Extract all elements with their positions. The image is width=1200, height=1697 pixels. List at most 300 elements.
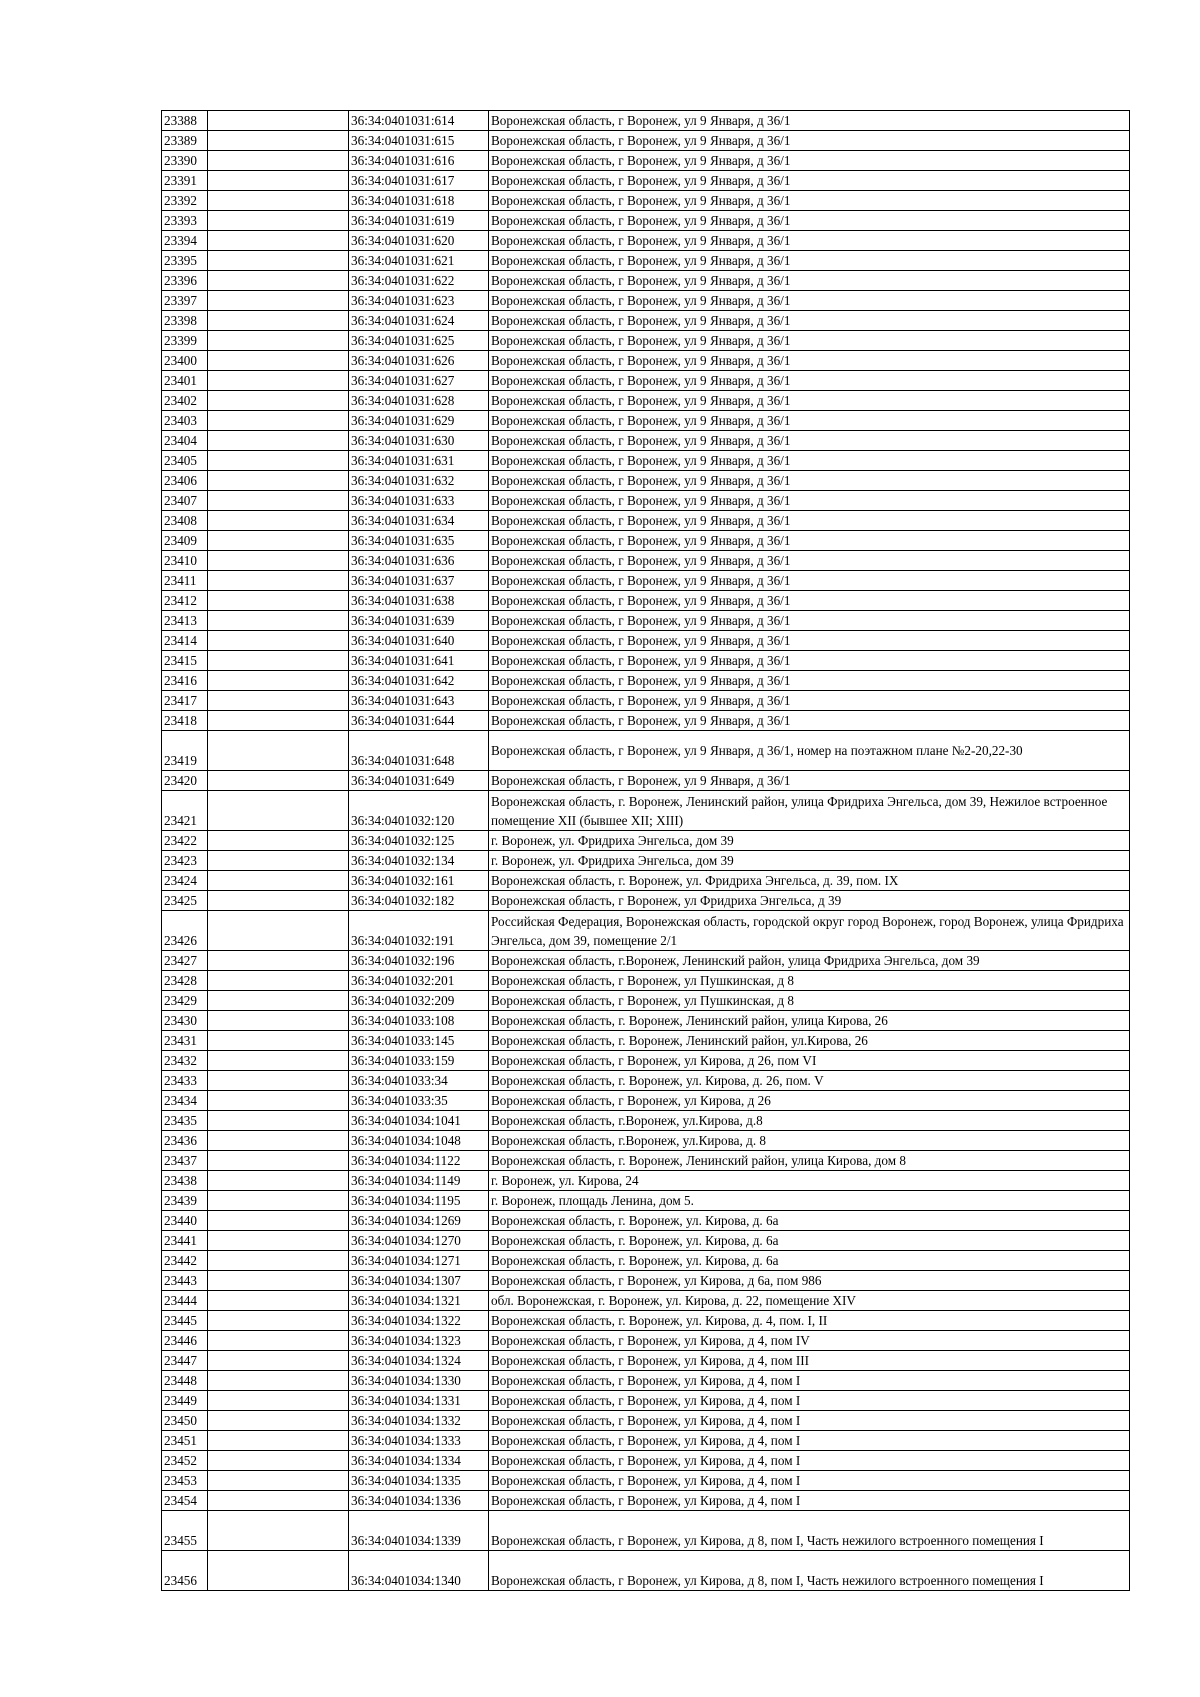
- cadastral-number-cell: 36:34:0401031:641: [349, 651, 489, 671]
- address-cell: Воронежская область, г Воронеж, ул 9 Января, д 36/1: [489, 451, 1130, 471]
- table-row: [162, 711, 1130, 731]
- row-number-cell: 23453: [162, 1471, 208, 1491]
- address-cell: Воронежская область, г. Воронеж, Ленинский район, улица Фридриха Энгельса, дом 39, Нежилое встроенное помещение XII (бывшее XII; XIII): [489, 791, 1130, 831]
- empty-cell: [208, 831, 349, 851]
- address-cell: Воронежская область, г Воронеж, ул Кирова, д 4, пом IV: [489, 1331, 1130, 1351]
- empty-cell: [208, 1511, 349, 1551]
- cadastral-number-cell: 36:34:0401031:649: [349, 771, 489, 791]
- cadastral-number-cell: 36:34:0401034:1269: [349, 1211, 489, 1231]
- cadastral-number-cell: 36:34:0401032:161: [349, 871, 489, 891]
- cadastral-number-cell: 36:34:0401031:623: [349, 291, 489, 311]
- empty-cell: [208, 551, 349, 571]
- empty-cell: [208, 1291, 349, 1311]
- row-number-cell: 23392: [162, 191, 208, 211]
- address-cell: Воронежская область, г Воронеж, ул 9 Января, д 36/1: [489, 311, 1130, 331]
- address-cell: г. Воронеж, ул. Фридриха Энгельса, дом 39: [489, 831, 1130, 851]
- empty-cell: [208, 1551, 349, 1591]
- table-row: [162, 1191, 1130, 1211]
- address-cell: Воронежская область, г Воронеж, ул 9 Января, д 36/1: [489, 111, 1130, 131]
- table-row: [162, 251, 1130, 271]
- table-row: [162, 271, 1130, 291]
- cadastral-number-cell: 36:34:0401034:1307: [349, 1271, 489, 1291]
- address-cell: Воронежская область, г Воронеж, ул Кирова, д 4, пом I: [489, 1431, 1130, 1451]
- empty-cell: [208, 771, 349, 791]
- empty-cell: [208, 131, 349, 151]
- table-row: [162, 1351, 1130, 1371]
- table-row: [162, 571, 1130, 591]
- row-number-cell: 23418: [162, 711, 208, 731]
- table-row: [162, 1471, 1130, 1491]
- table-row: [162, 211, 1130, 231]
- cadastral-number-cell: 36:34:0401034:1340: [349, 1551, 489, 1591]
- row-number-cell: 23412: [162, 591, 208, 611]
- address-cell: Воронежская область, г Воронеж, ул 9 Января, д 36/1: [489, 511, 1130, 531]
- address-cell: Воронежская область, г Воронеж, ул 9 Января, д 36/1: [489, 231, 1130, 251]
- address-cell: Воронежская область, г Воронеж, ул Кирова, д 6а, пом 986: [489, 1271, 1130, 1291]
- cadastral-number-cell: 36:34:0401032:182: [349, 891, 489, 911]
- cadastral-number-cell: 36:34:0401031:617: [349, 171, 489, 191]
- row-number-cell: 23417: [162, 691, 208, 711]
- cadastral-number-cell: 36:34:0401031:634: [349, 511, 489, 531]
- row-number-cell: 23447: [162, 1351, 208, 1371]
- row-number-cell: 23454: [162, 1491, 208, 1511]
- cadastral-number-cell: 36:34:0401034:1330: [349, 1371, 489, 1391]
- address-cell: Воронежская область, г Воронеж, ул 9 Января, д 36/1: [489, 611, 1130, 631]
- table-row: [162, 691, 1130, 711]
- cadastral-number-cell: 36:34:0401033:108: [349, 1011, 489, 1031]
- address-cell: Воронежская область, г Воронеж, ул Кирова, д 4, пом I: [489, 1391, 1130, 1411]
- address-cell: г. Воронеж, площадь Ленина, дом 5.: [489, 1191, 1130, 1211]
- row-number-cell: 23414: [162, 631, 208, 651]
- table-row: [162, 1151, 1130, 1171]
- empty-cell: [208, 411, 349, 431]
- empty-cell: [208, 611, 349, 631]
- cadastral-number-cell: 36:34:0401031:616: [349, 151, 489, 171]
- address-cell: Воронежская область, г Воронеж, ул 9 Января, д 36/1: [489, 191, 1130, 211]
- address-cell: Воронежская область, г Воронеж, ул 9 Января, д 36/1: [489, 631, 1130, 651]
- cadastral-number-cell: 36:34:0401031:629: [349, 411, 489, 431]
- cadastral-number-cell: 36:34:0401032:125: [349, 831, 489, 851]
- address-cell: Воронежская область, г Воронеж, ул 9 Января, д 36/1: [489, 551, 1130, 571]
- cadastral-number-cell: 36:34:0401031:622: [349, 271, 489, 291]
- address-cell: Воронежская область, г Воронеж, ул 9 Января, д 36/1: [489, 291, 1130, 311]
- address-cell: Воронежская область, г Воронеж, ул Кирова, д 4, пом I: [489, 1411, 1130, 1431]
- row-number-cell: 23403: [162, 411, 208, 431]
- address-cell: Воронежская область, г. Воронеж, Ленинский район, улица Кирова, 26: [489, 1011, 1130, 1031]
- row-number-cell: 23450: [162, 1411, 208, 1431]
- cadastral-number-cell: 36:34:0401032:209: [349, 991, 489, 1011]
- empty-cell: [208, 1471, 349, 1491]
- address-cell: Воронежская область, г Воронеж, ул 9 Января, д 36/1: [489, 171, 1130, 191]
- row-number-cell: 23390: [162, 151, 208, 171]
- table-row: [162, 531, 1130, 551]
- empty-cell: [208, 1351, 349, 1371]
- table-row: [162, 671, 1130, 691]
- table-row: [162, 1091, 1130, 1111]
- address-cell: Воронежская область, г. Воронеж, ул. Кирова, д. 6а: [489, 1251, 1130, 1271]
- table-row: [162, 1251, 1130, 1271]
- empty-cell: [208, 351, 349, 371]
- address-cell: Воронежская область, г Воронеж, ул Пушкинская, д 8: [489, 991, 1130, 1011]
- empty-cell: [208, 471, 349, 491]
- row-number-cell: 23455: [162, 1511, 208, 1551]
- empty-cell: [208, 951, 349, 971]
- address-cell: Воронежская область, г Воронеж, ул Кирова, д 4, пом I: [489, 1491, 1130, 1511]
- table-row: [162, 411, 1130, 431]
- address-cell: Воронежская область, г Воронеж, ул 9 Января, д 36/1: [489, 671, 1130, 691]
- table-row: [162, 731, 1130, 771]
- cadastral-number-cell: 36:34:0401034:1333: [349, 1431, 489, 1451]
- row-number-cell: 23440: [162, 1211, 208, 1231]
- cadastral-number-cell: 36:34:0401034:1336: [349, 1491, 489, 1511]
- table-row: [162, 1491, 1130, 1511]
- row-number-cell: 23436: [162, 1131, 208, 1151]
- table-row: [162, 191, 1130, 211]
- table-row: [162, 551, 1130, 571]
- empty-cell: [208, 1251, 349, 1271]
- cadastral-number-cell: 36:34:0401032:201: [349, 971, 489, 991]
- empty-cell: [208, 1071, 349, 1091]
- row-number-cell: 23432: [162, 1051, 208, 1071]
- address-cell: обл. Воронежская, г. Воронеж, ул. Кирова, д. 22, помещение XIV: [489, 1291, 1130, 1311]
- row-number-cell: 23445: [162, 1311, 208, 1331]
- table-row: [162, 371, 1130, 391]
- cadastral-number-cell: 36:34:0401031:614: [349, 111, 489, 131]
- table-row: [162, 331, 1130, 351]
- address-cell: Воронежская область, г.Воронеж, Ленинский район, улица Фридриха Энгельса, дом 39: [489, 951, 1130, 971]
- row-number-cell: 23419: [162, 731, 208, 771]
- row-number-cell: 23427: [162, 951, 208, 971]
- cadastral-number-cell: 36:34:0401031:630: [349, 431, 489, 451]
- row-number-cell: 23431: [162, 1031, 208, 1051]
- table-row: [162, 911, 1130, 951]
- cadastral-number-cell: 36:34:0401031:626: [349, 351, 489, 371]
- empty-cell: [208, 1111, 349, 1131]
- row-number-cell: 23408: [162, 511, 208, 531]
- row-number-cell: 23433: [162, 1071, 208, 1091]
- cadastral-number-cell: 36:34:0401031:615: [349, 131, 489, 151]
- empty-cell: [208, 1051, 349, 1071]
- empty-cell: [208, 1191, 349, 1211]
- row-number-cell: 23446: [162, 1331, 208, 1351]
- address-cell: Воронежская область, г Воронеж, ул 9 Января, д 36/1: [489, 591, 1130, 611]
- address-cell: Воронежская область, г. Воронеж, Ленинский район, ул.Кирова, 26: [489, 1031, 1130, 1051]
- cadastral-number-cell: 36:34:0401032:191: [349, 911, 489, 951]
- table-row: [162, 591, 1130, 611]
- table-row: [162, 1211, 1130, 1231]
- empty-cell: [208, 491, 349, 511]
- cadastral-number-cell: 36:34:0401033:35: [349, 1091, 489, 1111]
- address-cell: г. Воронеж, ул. Кирова, 24: [489, 1171, 1130, 1191]
- table-row: [162, 131, 1130, 151]
- empty-cell: [208, 1211, 349, 1231]
- cadastral-number-cell: 36:34:0401034:1041: [349, 1111, 489, 1131]
- empty-cell: [208, 211, 349, 231]
- row-number-cell: 23429: [162, 991, 208, 1011]
- row-number-cell: 23400: [162, 351, 208, 371]
- row-number-cell: 23398: [162, 311, 208, 331]
- table-row: [162, 1131, 1130, 1151]
- cadastral-number-cell: 36:34:0401032:134: [349, 851, 489, 871]
- table-row: [162, 951, 1130, 971]
- cadastral-number-cell: 36:34:0401031:648: [349, 731, 489, 771]
- row-number-cell: 23428: [162, 971, 208, 991]
- empty-cell: [208, 451, 349, 471]
- empty-cell: [208, 1151, 349, 1171]
- empty-cell: [208, 1011, 349, 1031]
- row-number-cell: 23405: [162, 451, 208, 471]
- row-number-cell: 23437: [162, 1151, 208, 1171]
- address-cell: Воронежская область, г Воронеж, ул 9 Января, д 36/1: [489, 571, 1130, 591]
- row-number-cell: 23444: [162, 1291, 208, 1311]
- empty-cell: [208, 571, 349, 591]
- cadastral-number-cell: 36:34:0401031:642: [349, 671, 489, 691]
- table-row: [162, 391, 1130, 411]
- table-row: [162, 451, 1130, 471]
- empty-cell: [208, 711, 349, 731]
- row-number-cell: 23420: [162, 771, 208, 791]
- row-number-cell: 23448: [162, 1371, 208, 1391]
- empty-cell: [208, 891, 349, 911]
- cadastral-number-cell: 36:34:0401031:624: [349, 311, 489, 331]
- table-row: [162, 111, 1130, 131]
- empty-cell: [208, 1311, 349, 1331]
- table-row: [162, 771, 1130, 791]
- empty-cell: [208, 1231, 349, 1251]
- cadastral-number-cell: 36:34:0401034:1323: [349, 1331, 489, 1351]
- cadastral-number-cell: 36:34:0401031:619: [349, 211, 489, 231]
- empty-cell: [208, 1031, 349, 1051]
- table-body: [162, 111, 1130, 1591]
- row-number-cell: 23407: [162, 491, 208, 511]
- cadastral-number-cell: 36:34:0401034:1270: [349, 1231, 489, 1251]
- table-row: [162, 651, 1130, 671]
- address-cell: Воронежская область, г Воронеж, ул Кирова, д 4, пом III: [489, 1351, 1130, 1371]
- table-row: [162, 471, 1130, 491]
- row-number-cell: 23388: [162, 111, 208, 131]
- empty-cell: [208, 1331, 349, 1351]
- empty-cell: [208, 991, 349, 1011]
- row-number-cell: 23413: [162, 611, 208, 631]
- empty-cell: [208, 1391, 349, 1411]
- empty-cell: [208, 111, 349, 131]
- row-number-cell: 23434: [162, 1091, 208, 1111]
- address-cell: Воронежская область, г Воронеж, ул 9 Января, д 36/1: [489, 251, 1130, 271]
- address-cell: Воронежская область, г Воронеж, ул 9 Января, д 36/1: [489, 271, 1130, 291]
- table-row: [162, 1551, 1130, 1591]
- row-number-cell: 23425: [162, 891, 208, 911]
- table-row: [162, 291, 1130, 311]
- row-number-cell: 23396: [162, 271, 208, 291]
- cadastral-number-cell: 36:34:0401033:159: [349, 1051, 489, 1071]
- address-cell: Воронежская область, г.Воронеж, ул.Кирова, д.8: [489, 1111, 1130, 1131]
- table-row: [162, 491, 1130, 511]
- row-number-cell: 23435: [162, 1111, 208, 1131]
- table-row: [162, 871, 1130, 891]
- address-cell: Воронежская область, г Воронеж, ул 9 Января, д 36/1: [489, 351, 1130, 371]
- empty-cell: [208, 1091, 349, 1111]
- address-cell: Воронежская область, г Воронеж, ул 9 Января, д 36/1, номер на поэтажном плане №2-20,22-30: [489, 731, 1130, 771]
- cadastral-number-cell: 36:34:0401034:1048: [349, 1131, 489, 1151]
- address-cell: Воронежская область, г Воронеж, ул Кирова, д 4, пом I: [489, 1471, 1130, 1491]
- address-cell: Воронежская область, г Воронеж, ул 9 Января, д 36/1: [489, 771, 1130, 791]
- row-number-cell: 23391: [162, 171, 208, 191]
- table-row: [162, 1391, 1130, 1411]
- table-row: [162, 971, 1130, 991]
- address-cell: Воронежская область, г. Воронеж, ул. Кирова, д. 6а: [489, 1231, 1130, 1251]
- address-cell: Воронежская область, г Воронеж, ул 9 Января, д 36/1: [489, 131, 1130, 151]
- address-cell: Воронежская область, г Воронеж, ул Кирова, д 8, пом I, Часть нежилого встроенного помещения I: [489, 1551, 1130, 1591]
- empty-cell: [208, 911, 349, 951]
- empty-cell: [208, 1371, 349, 1391]
- empty-cell: [208, 191, 349, 211]
- empty-cell: [208, 171, 349, 191]
- empty-cell: [208, 151, 349, 171]
- table-row: [162, 311, 1130, 331]
- empty-cell: [208, 271, 349, 291]
- row-number-cell: 23406: [162, 471, 208, 491]
- row-number-cell: 23410: [162, 551, 208, 571]
- cadastral-number-cell: 36:34:0401031:627: [349, 371, 489, 391]
- empty-cell: [208, 651, 349, 671]
- table-row: [162, 1311, 1130, 1331]
- cadastral-number-cell: 36:34:0401034:1321: [349, 1291, 489, 1311]
- row-number-cell: 23422: [162, 831, 208, 851]
- cadastral-number-cell: 36:34:0401031:637: [349, 571, 489, 591]
- empty-cell: [208, 871, 349, 891]
- table-row: [162, 171, 1130, 191]
- empty-cell: [208, 331, 349, 351]
- cadastral-number-cell: 36:34:0401031:644: [349, 711, 489, 731]
- cadastral-number-cell: 36:34:0401034:1331: [349, 1391, 489, 1411]
- row-number-cell: 23449: [162, 1391, 208, 1411]
- row-number-cell: 23421: [162, 791, 208, 831]
- row-number-cell: 23404: [162, 431, 208, 451]
- row-number-cell: 23393: [162, 211, 208, 231]
- table-row: [162, 1291, 1130, 1311]
- cadastral-number-cell: 36:34:0401032:120: [349, 791, 489, 831]
- row-number-cell: 23401: [162, 371, 208, 391]
- address-cell: Воронежская область, г Воронеж, ул 9 Января, д 36/1: [489, 691, 1130, 711]
- cadastral-number-cell: 36:34:0401034:1335: [349, 1471, 489, 1491]
- table-row: [162, 791, 1130, 831]
- address-cell: Российская Федерация, Воронежская область, городской округ город Воронеж, город Воронеж, улица Фридриха Энгельса, дом 39, помещение 2/1: [489, 911, 1130, 951]
- empty-cell: [208, 591, 349, 611]
- cadastral-number-cell: 36:34:0401032:196: [349, 951, 489, 971]
- address-cell: г. Воронеж, ул. Фридриха Энгельса, дом 39: [489, 851, 1130, 871]
- address-cell: Воронежская область, г Воронеж, ул 9 Января, д 36/1: [489, 491, 1130, 511]
- cadastral-number-cell: 36:34:0401031:643: [349, 691, 489, 711]
- address-cell: Воронежская область, г. Воронеж, ул. Кирова, д. 4, пом. I, II: [489, 1311, 1130, 1331]
- address-cell: Воронежская область, г. Воронеж, Ленинский район, улица Кирова, дом 8: [489, 1151, 1130, 1171]
- table-row: [162, 1051, 1130, 1071]
- cadastral-number-cell: 36:34:0401034:1332: [349, 1411, 489, 1431]
- row-number-cell: 23426: [162, 911, 208, 951]
- empty-cell: [208, 1451, 349, 1471]
- table-row: [162, 1451, 1130, 1471]
- row-number-cell: 23443: [162, 1271, 208, 1291]
- empty-cell: [208, 311, 349, 331]
- row-number-cell: 23456: [162, 1551, 208, 1591]
- cadastral-number-cell: 36:34:0401034:1195: [349, 1191, 489, 1211]
- row-number-cell: 23402: [162, 391, 208, 411]
- row-number-cell: 23415: [162, 651, 208, 671]
- address-cell: Воронежская область, г. Воронеж, ул. Кирова, д. 6а: [489, 1211, 1130, 1231]
- empty-cell: [208, 1271, 349, 1291]
- cadastral-number-cell: 36:34:0401034:1334: [349, 1451, 489, 1471]
- address-cell: Воронежская область, г Воронеж, ул Кирова, д 4, пом I: [489, 1371, 1130, 1391]
- cadastral-number-cell: 36:34:0401031:633: [349, 491, 489, 511]
- row-number-cell: 23452: [162, 1451, 208, 1471]
- row-number-cell: 23409: [162, 531, 208, 551]
- table-row: [162, 611, 1130, 631]
- cadastral-number-cell: 36:34:0401031:631: [349, 451, 489, 471]
- table-row: [162, 151, 1130, 171]
- row-number-cell: 23438: [162, 1171, 208, 1191]
- cadastral-number-cell: 36:34:0401031:620: [349, 231, 489, 251]
- empty-cell: [208, 511, 349, 531]
- cadastral-number-cell: 36:34:0401031:632: [349, 471, 489, 491]
- table-row: [162, 1231, 1130, 1251]
- address-cell: Воронежская область, г Воронеж, ул 9 Января, д 36/1: [489, 651, 1130, 671]
- empty-cell: [208, 1491, 349, 1511]
- address-cell: Воронежская область, г Воронеж, ул Фридриха Энгельса, д 39: [489, 891, 1130, 911]
- empty-cell: [208, 371, 349, 391]
- empty-cell: [208, 791, 349, 831]
- address-cell: Воронежская область, г Воронеж, ул Кирова, д 8, пом I, Часть нежилого встроенного помещения I: [489, 1511, 1130, 1551]
- row-number-cell: 23397: [162, 291, 208, 311]
- table-row: [162, 631, 1130, 651]
- table-row: [162, 1431, 1130, 1451]
- empty-cell: [208, 251, 349, 271]
- address-cell: Воронежская область, г Воронеж, ул 9 Января, д 36/1: [489, 471, 1130, 491]
- empty-cell: [208, 971, 349, 991]
- table-row: [162, 1271, 1130, 1291]
- table-row: [162, 431, 1130, 451]
- row-number-cell: 23416: [162, 671, 208, 691]
- table-row: [162, 1011, 1130, 1031]
- cadastral-number-cell: 36:34:0401031:635: [349, 531, 489, 551]
- address-cell: Воронежская область, г Воронеж, ул 9 Января, д 36/1: [489, 411, 1130, 431]
- table-row: [162, 831, 1130, 851]
- property-registry-table: [161, 110, 1130, 1591]
- cadastral-number-cell: 36:34:0401033:34: [349, 1071, 489, 1091]
- cadastral-number-cell: 36:34:0401031:618: [349, 191, 489, 211]
- cadastral-number-cell: 36:34:0401034:1339: [349, 1511, 489, 1551]
- address-cell: Воронежская область, г Воронеж, ул Кирова, д 26, пом VI: [489, 1051, 1130, 1071]
- cadastral-number-cell: 36:34:0401034:1322: [349, 1311, 489, 1331]
- empty-cell: [208, 1171, 349, 1191]
- address-cell: Воронежская область, г Воронеж, ул 9 Января, д 36/1: [489, 531, 1130, 551]
- row-number-cell: 23423: [162, 851, 208, 871]
- address-cell: Воронежская область, г. Воронеж, ул. Фридриха Энгельса, д. 39, пом. IX: [489, 871, 1130, 891]
- address-cell: Воронежская область, г Воронеж, ул 9 Января, д 36/1: [489, 151, 1130, 171]
- address-cell: Воронежская область, г Воронеж, ул Кирова, д 26: [489, 1091, 1130, 1111]
- table-row: [162, 1171, 1130, 1191]
- cadastral-number-cell: 36:34:0401033:145: [349, 1031, 489, 1051]
- table-row: [162, 891, 1130, 911]
- address-cell: Воронежская область, г Воронеж, ул Кирова, д 4, пом I: [489, 1451, 1130, 1471]
- cadastral-number-cell: 36:34:0401031:628: [349, 391, 489, 411]
- row-number-cell: 23441: [162, 1231, 208, 1251]
- row-number-cell: 23395: [162, 251, 208, 271]
- cadastral-number-cell: 36:34:0401034:1324: [349, 1351, 489, 1371]
- table-row: [162, 1411, 1130, 1431]
- address-cell: Воронежская область, г. Воронеж, ул. Кирова, д. 26, пом. V: [489, 1071, 1130, 1091]
- cadastral-number-cell: 36:34:0401031:638: [349, 591, 489, 611]
- cadastral-number-cell: 36:34:0401031:621: [349, 251, 489, 271]
- row-number-cell: 23451: [162, 1431, 208, 1451]
